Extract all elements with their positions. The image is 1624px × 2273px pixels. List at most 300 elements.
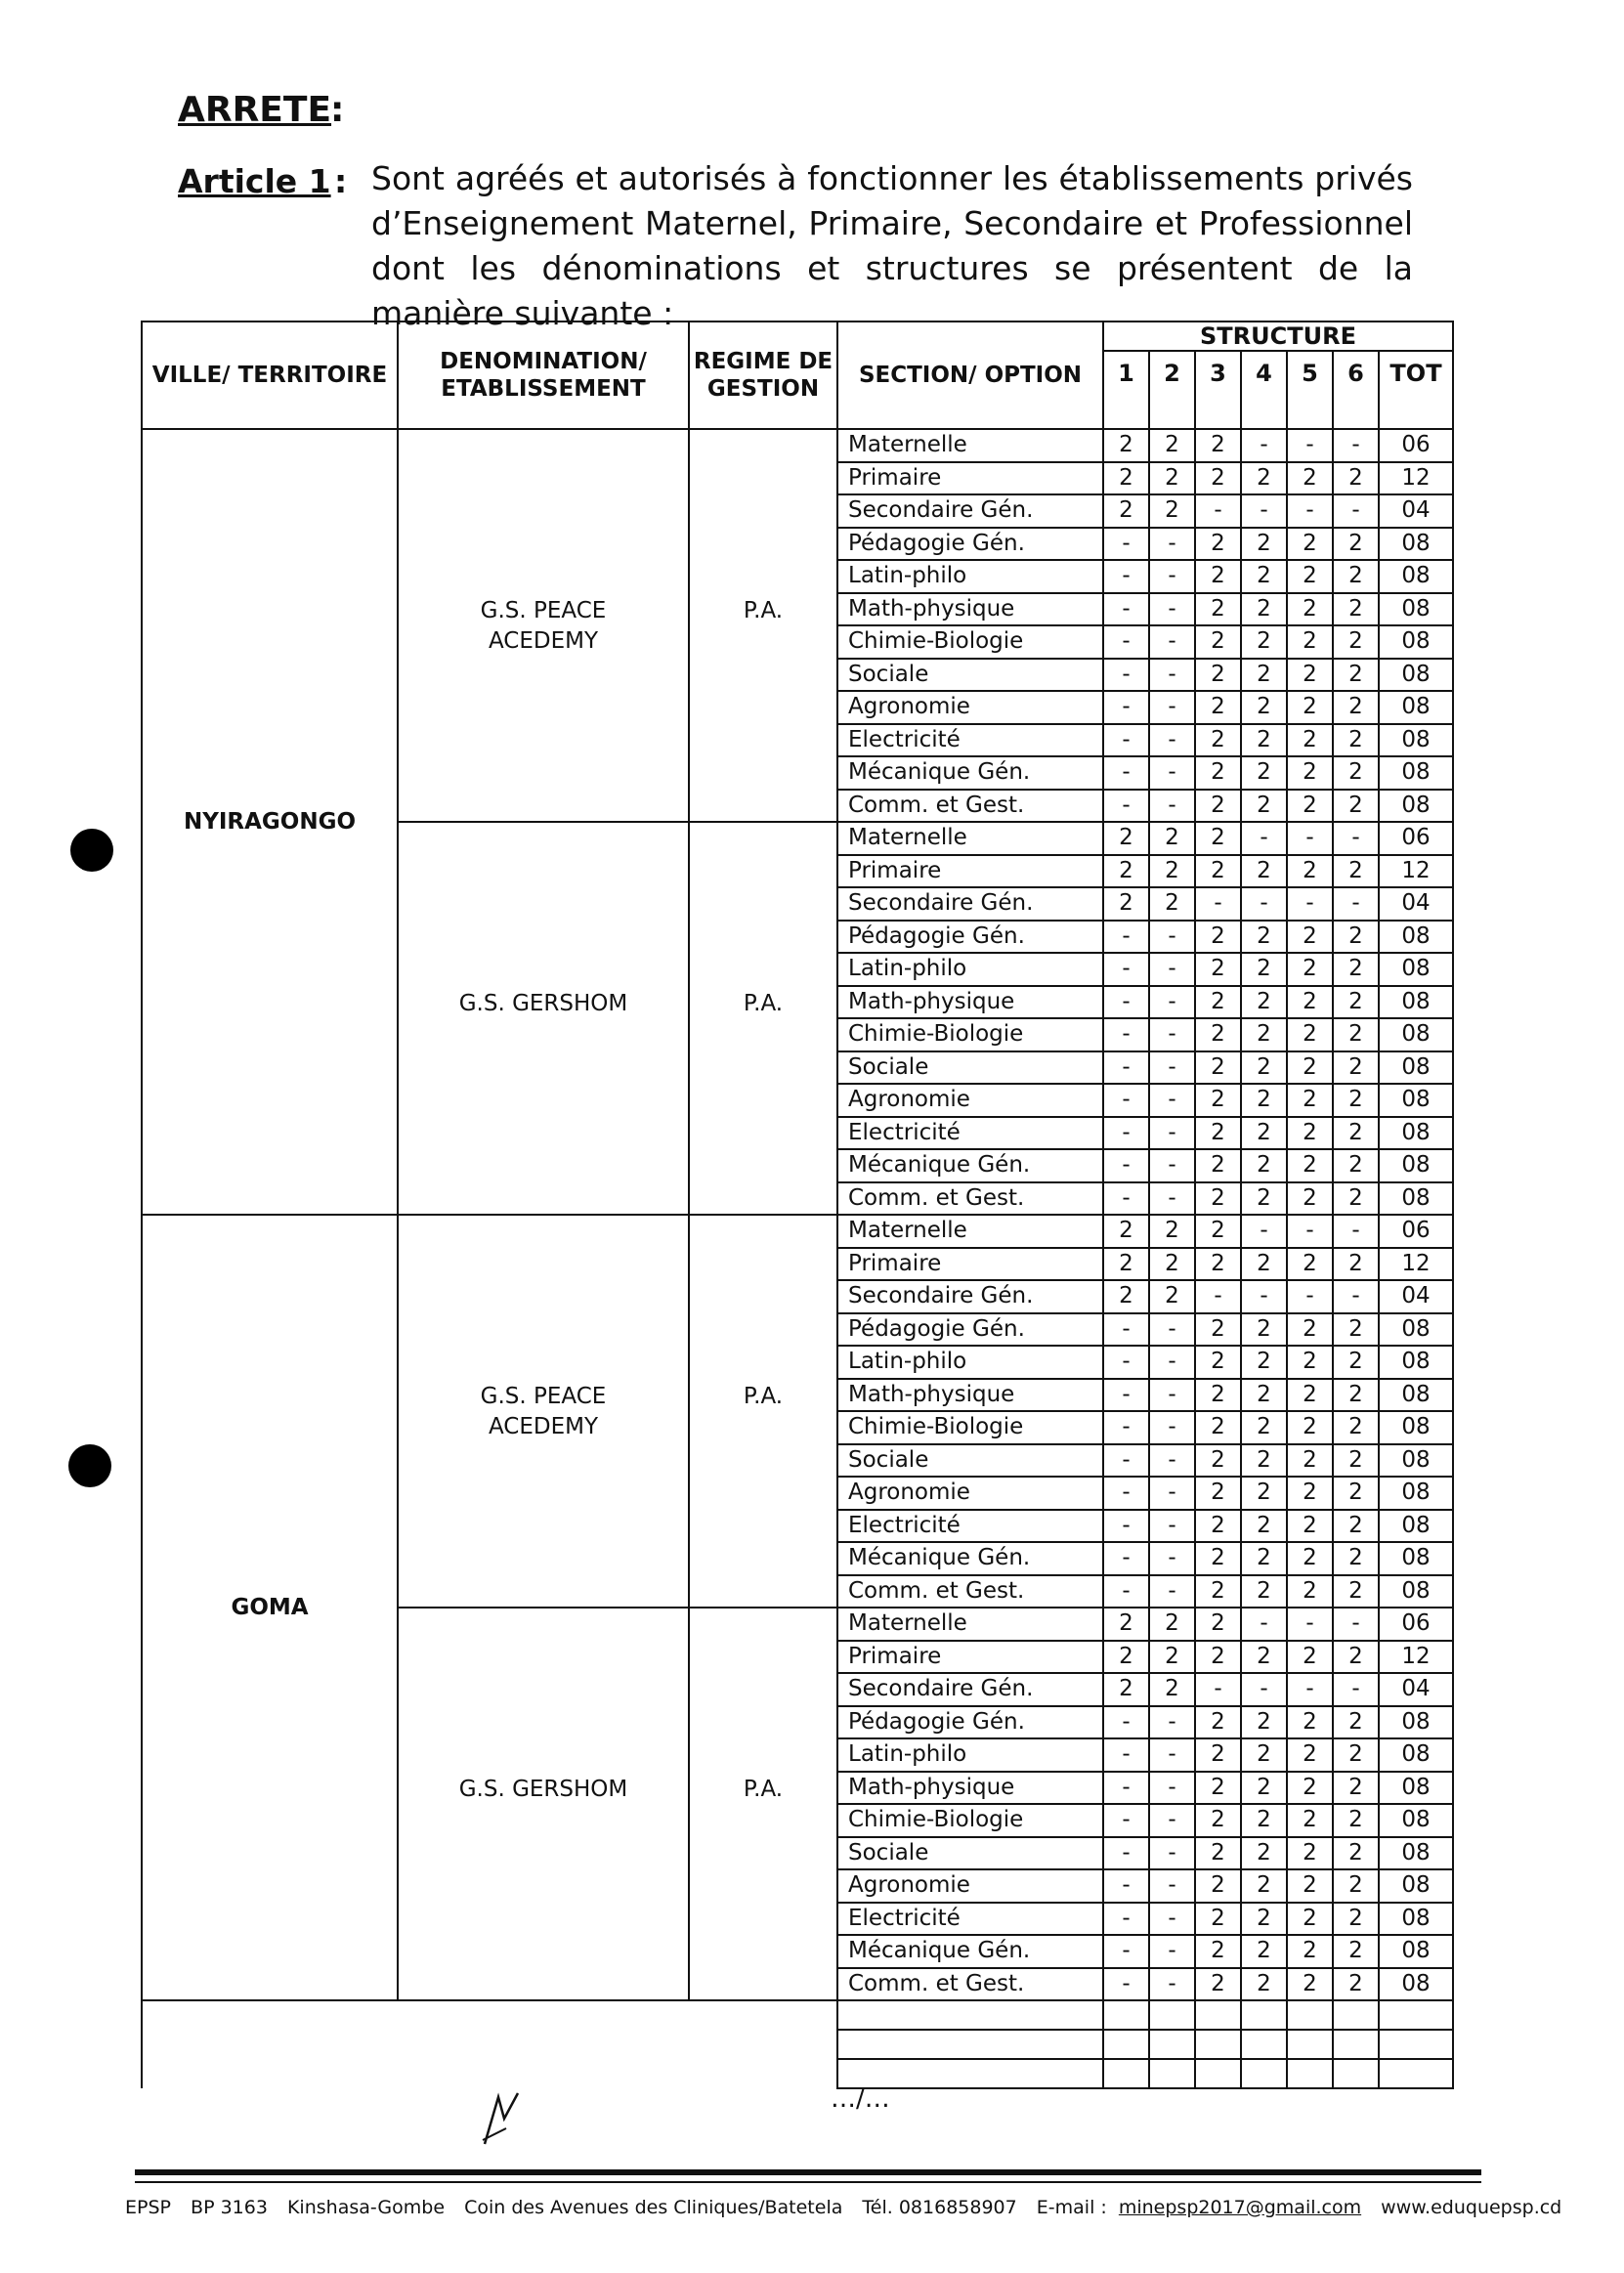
footer-email[interactable]: minepsp2017@gmail.com <box>1118 2197 1362 2218</box>
tot-cell: 08 <box>1379 1313 1453 1347</box>
tot-cell: 06 <box>1379 429 1453 462</box>
level-value-cell: - <box>1149 986 1195 1019</box>
level-value-cell: 2 <box>1333 855 1379 888</box>
level-value-cell: - <box>1149 1084 1195 1117</box>
level-value-cell: 2 <box>1287 1869 1333 1903</box>
header-level-2: 2 <box>1149 351 1195 429</box>
level-value-cell: 2 <box>1195 625 1241 659</box>
level-value-cell: - <box>1103 921 1149 954</box>
level-value-cell: 2 <box>1195 1772 1241 1805</box>
level-value-cell: - <box>1287 887 1333 921</box>
level-value-cell: - <box>1241 1608 1287 1641</box>
tot-cell: 08 <box>1379 1411 1453 1444</box>
footer-city: Kinshasa-Gombe <box>286 2197 446 2218</box>
section-cell: Latin-philo <box>837 1346 1103 1379</box>
level-value-cell: 2 <box>1195 756 1241 790</box>
level-value-cell: - <box>1149 921 1195 954</box>
level-value-cell: 2 <box>1333 1641 1379 1674</box>
empty-cell <box>1103 2000 1149 2030</box>
level-value-cell: 2 <box>1241 953 1287 986</box>
level-value-cell: 2 <box>1195 1935 1241 1968</box>
footer <box>125 2197 1562 2218</box>
level-value-cell: 2 <box>1195 1313 1241 1347</box>
level-value-cell: 2 <box>1195 1477 1241 1510</box>
binder-hole-top <box>70 829 113 872</box>
tot-cell: 12 <box>1379 1641 1453 1674</box>
level-value-cell: - <box>1149 659 1195 692</box>
level-value-cell: 2 <box>1195 1575 1241 1608</box>
header-level-6: 6 <box>1333 351 1379 429</box>
level-value-cell: - <box>1103 1346 1149 1379</box>
empty-cell <box>1333 2000 1379 2030</box>
level-value-cell: 2 <box>1195 1804 1241 1837</box>
level-value-cell: - <box>1149 1444 1195 1478</box>
tot-cell: 08 <box>1379 1444 1453 1478</box>
level-value-cell: 2 <box>1195 1903 1241 1936</box>
level-value-cell: 2 <box>1333 1477 1379 1510</box>
level-value-cell: 2 <box>1287 1968 1333 2001</box>
empty-row <box>142 2059 1453 2088</box>
tot-cell: 08 <box>1379 790 1453 823</box>
level-value-cell: 2 <box>1241 659 1287 692</box>
level-value-cell: - <box>1103 1411 1149 1444</box>
section-cell: Math-physique <box>837 593 1103 626</box>
section-cell: Mécanique Gén. <box>837 1542 1103 1575</box>
tot-cell: 08 <box>1379 953 1453 986</box>
level-value-cell: 2 <box>1241 1738 1287 1772</box>
level-value-cell: 2 <box>1287 921 1333 954</box>
level-value-cell: 2 <box>1241 560 1287 593</box>
level-value-cell: 2 <box>1241 1575 1287 1608</box>
section-cell: Agronomie <box>837 1084 1103 1117</box>
tot-cell: 08 <box>1379 1575 1453 1608</box>
level-value-cell: - <box>1149 1117 1195 1150</box>
tot-cell: 08 <box>1379 1018 1453 1051</box>
blank-left-cell <box>142 2000 837 2030</box>
tot-cell: 08 <box>1379 593 1453 626</box>
level-value-cell: 2 <box>1149 429 1195 462</box>
level-value-cell: 2 <box>1333 953 1379 986</box>
header-level-1: 1 <box>1103 351 1149 429</box>
level-value-cell: 2 <box>1333 1968 1379 2001</box>
section-cell: Electricité <box>837 1510 1103 1543</box>
section-cell: Chimie-Biologie <box>837 1018 1103 1051</box>
level-value-cell: - <box>1103 1935 1149 1968</box>
level-value-cell: 2 <box>1241 1346 1287 1379</box>
level-value-cell: - <box>1333 1280 1379 1313</box>
level-value-cell: - <box>1241 1673 1287 1706</box>
level-value-cell: - <box>1333 887 1379 921</box>
level-value-cell: 2 <box>1333 1706 1379 1739</box>
level-value-cell: 2 <box>1241 1837 1287 1870</box>
level-value-cell: 2 <box>1241 1379 1287 1412</box>
level-value-cell: - <box>1149 593 1195 626</box>
level-value-cell: - <box>1149 1772 1195 1805</box>
tot-cell: 08 <box>1379 1772 1453 1805</box>
level-value-cell: 2 <box>1241 1641 1287 1674</box>
level-value-cell: - <box>1241 1280 1287 1313</box>
section-cell: Maternelle <box>837 1608 1103 1641</box>
signature-mark <box>479 2089 528 2148</box>
level-value-cell: 2 <box>1333 1935 1379 1968</box>
level-value-cell: - <box>1149 1738 1195 1772</box>
level-value-cell: - <box>1103 1706 1149 1739</box>
level-value-cell: 2 <box>1103 1215 1149 1248</box>
level-value-cell: - <box>1103 528 1149 561</box>
empty-cell <box>1149 2059 1195 2088</box>
level-value-cell: - <box>1103 691 1149 724</box>
level-value-cell: - <box>1103 1903 1149 1936</box>
level-value-cell: - <box>1103 593 1149 626</box>
level-value-cell: - <box>1149 1313 1195 1347</box>
section-cell: Electricité <box>837 724 1103 757</box>
header-ville: VILLE/ TERRITOIRE <box>142 322 398 429</box>
section-cell: Sociale <box>837 1444 1103 1478</box>
level-value-cell: - <box>1149 1510 1195 1543</box>
level-value-cell: 2 <box>1287 1510 1333 1543</box>
level-value-cell: 2 <box>1287 953 1333 986</box>
level-value-cell: 2 <box>1241 790 1287 823</box>
header-level-3: 3 <box>1195 351 1241 429</box>
tot-cell: 08 <box>1379 1084 1453 1117</box>
tot-cell: 06 <box>1379 1608 1453 1641</box>
empty-cell <box>1287 2030 1333 2059</box>
empty-cell <box>1195 2030 1241 2059</box>
section-cell: Pédagogie Gén. <box>837 921 1103 954</box>
level-value-cell: - <box>1103 790 1149 823</box>
level-value-cell: 2 <box>1241 462 1287 495</box>
level-value-cell: - <box>1103 1772 1149 1805</box>
tot-cell: 06 <box>1379 822 1453 855</box>
level-value-cell: - <box>1103 1477 1149 1510</box>
level-value-cell: 2 <box>1287 1903 1333 1936</box>
empty-cell <box>1103 2059 1149 2088</box>
level-value-cell: - <box>1103 1869 1149 1903</box>
level-value-cell: 2 <box>1333 1313 1379 1347</box>
empty-cell <box>1195 2059 1241 2088</box>
level-value-cell: - <box>1241 887 1287 921</box>
article-label: Article 1 <box>178 162 331 200</box>
tot-cell: 12 <box>1379 462 1453 495</box>
level-value-cell: 2 <box>1103 1280 1149 1313</box>
level-value-cell: 2 <box>1195 528 1241 561</box>
level-value-cell: 2 <box>1287 855 1333 888</box>
tot-cell: 08 <box>1379 1837 1453 1870</box>
level-value-cell: 2 <box>1103 1248 1149 1281</box>
level-value-cell: 2 <box>1287 1477 1333 1510</box>
etablissement-cell: G.S. GERSHOM <box>398 1608 689 2000</box>
level-value-cell: 2 <box>1241 1444 1287 1478</box>
tot-cell: 08 <box>1379 1869 1453 1903</box>
level-value-cell: - <box>1103 659 1149 692</box>
etablissement-cell: G.S. PEACE ACEDEMY <box>398 429 689 822</box>
level-value-cell: 2 <box>1287 724 1333 757</box>
level-value-cell: - <box>1103 1051 1149 1085</box>
regime-cell: P.A. <box>689 429 837 822</box>
section-cell: Electricité <box>837 1117 1103 1150</box>
level-value-cell: 2 <box>1333 1346 1379 1379</box>
level-value-cell: 2 <box>1195 921 1241 954</box>
level-value-cell: 2 <box>1333 462 1379 495</box>
level-value-cell: - <box>1149 1903 1195 1936</box>
level-value-cell: - <box>1103 625 1149 659</box>
level-value-cell: 2 <box>1195 1869 1241 1903</box>
level-value-cell: 2 <box>1149 887 1195 921</box>
section-cell: Electricité <box>837 1903 1103 1936</box>
level-value-cell: - <box>1149 1706 1195 1739</box>
section-cell: Mécanique Gén. <box>837 756 1103 790</box>
level-value-cell: 2 <box>1287 1051 1333 1085</box>
etablissement-cell: G.S. GERSHOM <box>398 822 689 1215</box>
level-value-cell: 2 <box>1333 756 1379 790</box>
level-value-cell: - <box>1103 1738 1149 1772</box>
level-value-cell: 2 <box>1195 1641 1241 1674</box>
level-value-cell: 2 <box>1195 1968 1241 2001</box>
level-value-cell: 2 <box>1103 1673 1149 1706</box>
level-value-cell: 2 <box>1287 1313 1333 1347</box>
level-value-cell: 2 <box>1241 625 1287 659</box>
level-value-cell: - <box>1103 1182 1149 1216</box>
ville-cell: NYIRAGONGO <box>142 429 398 1215</box>
footer-org: EPSP <box>125 2197 171 2218</box>
tot-cell: 08 <box>1379 1542 1453 1575</box>
level-value-cell: - <box>1149 1968 1195 2001</box>
level-value-cell: 2 <box>1333 1411 1379 1444</box>
empty-cell <box>1333 2030 1379 2059</box>
level-value-cell: 2 <box>1195 1706 1241 1739</box>
level-value-cell: 2 <box>1287 528 1333 561</box>
empty-cell <box>1149 2000 1195 2030</box>
level-value-cell: - <box>1103 1575 1149 1608</box>
article-text: Sont agréés et autorisés à fonctionner les établissements privés d’Enseignement Maternel, Primaire, Secondaire et Professionnel dont les dénominations et structures se présentent de la manière suivante : <box>371 159 1413 332</box>
level-value-cell: 2 <box>1195 1215 1241 1248</box>
structure-table <box>141 321 1454 2089</box>
level-value-cell: 2 <box>1195 1542 1241 1575</box>
level-value-cell: 2 <box>1287 1641 1333 1674</box>
level-value-cell: 2 <box>1103 822 1149 855</box>
section-cell: Comm. et Gest. <box>837 790 1103 823</box>
empty-cell <box>1103 2030 1149 2059</box>
tot-cell: 08 <box>1379 1510 1453 1543</box>
section-cell: Math-physique <box>837 986 1103 1019</box>
level-value-cell: 2 <box>1241 1706 1287 1739</box>
level-value-cell: - <box>1149 724 1195 757</box>
section-cell: Chimie-Biologie <box>837 1411 1103 1444</box>
header-section: SECTION/ OPTION <box>837 322 1103 429</box>
section-cell: Math-physique <box>837 1379 1103 1412</box>
level-value-cell: 2 <box>1241 1804 1287 1837</box>
level-value-cell: - <box>1149 1411 1195 1444</box>
level-value-cell: - <box>1103 724 1149 757</box>
level-value-cell: 2 <box>1287 1248 1333 1281</box>
level-value-cell: 2 <box>1333 1837 1379 1870</box>
level-value-cell: - <box>1103 1804 1149 1837</box>
level-value-cell: - <box>1149 790 1195 823</box>
level-value-cell: 2 <box>1241 1411 1287 1444</box>
level-value-cell: 2 <box>1287 1542 1333 1575</box>
empty-cell <box>1287 2000 1333 2030</box>
level-value-cell: 2 <box>1333 528 1379 561</box>
level-value-cell: 2 <box>1287 1575 1333 1608</box>
level-value-cell: 2 <box>1287 462 1333 495</box>
empty-cell <box>1379 2000 1453 2030</box>
level-value-cell: 2 <box>1195 1182 1241 1216</box>
empty-row <box>142 2030 1453 2059</box>
level-value-cell: 2 <box>1287 1182 1333 1216</box>
level-value-cell: - <box>1287 429 1333 462</box>
level-value-cell: 2 <box>1287 1149 1333 1182</box>
level-value-cell: 2 <box>1333 1018 1379 1051</box>
regime-cell: P.A. <box>689 822 837 1215</box>
level-value-cell: 2 <box>1195 822 1241 855</box>
level-value-cell: - <box>1149 1182 1195 1216</box>
level-value-cell: 2 <box>1287 1411 1333 1444</box>
level-value-cell: - <box>1149 1804 1195 1837</box>
tot-cell: 08 <box>1379 1738 1453 1772</box>
level-value-cell: 2 <box>1149 1641 1195 1674</box>
level-value-cell: - <box>1149 1935 1195 1968</box>
header-tot: TOT <box>1379 351 1453 429</box>
level-value-cell: 2 <box>1149 822 1195 855</box>
level-value-cell: - <box>1103 1149 1149 1182</box>
level-value-cell: - <box>1333 1608 1379 1641</box>
level-value-cell: - <box>1103 1084 1149 1117</box>
level-value-cell: - <box>1103 1117 1149 1150</box>
level-value-cell: 2 <box>1287 986 1333 1019</box>
level-value-cell: 2 <box>1195 1149 1241 1182</box>
level-value-cell: 2 <box>1287 756 1333 790</box>
empty-cell <box>1379 2059 1453 2088</box>
tot-cell: 08 <box>1379 986 1453 1019</box>
level-value-cell: - <box>1287 822 1333 855</box>
level-value-cell: 2 <box>1333 986 1379 1019</box>
etablissement-cell: G.S. PEACE ACEDEMY <box>398 1215 689 1608</box>
level-value-cell: - <box>1333 429 1379 462</box>
footer-rule-thick <box>135 2169 1481 2175</box>
blank-left-cell <box>142 2030 837 2059</box>
level-value-cell: - <box>1333 494 1379 528</box>
level-value-cell: 2 <box>1241 1051 1287 1085</box>
empty-cell <box>837 2000 1103 2030</box>
level-value-cell: - <box>1149 1149 1195 1182</box>
tot-cell: 08 <box>1379 724 1453 757</box>
tot-cell: 06 <box>1379 1215 1453 1248</box>
tot-cell: 12 <box>1379 1248 1453 1281</box>
level-value-cell: - <box>1149 1542 1195 1575</box>
level-value-cell: 2 <box>1241 1510 1287 1543</box>
level-value-cell: 2 <box>1149 855 1195 888</box>
level-value-cell: 2 <box>1195 1738 1241 1772</box>
blank-left-cell <box>142 2059 837 2088</box>
level-value-cell: - <box>1103 953 1149 986</box>
footer-website[interactable]: www.eduquepsp.cd <box>1381 2197 1562 2218</box>
level-value-cell: 2 <box>1241 1018 1287 1051</box>
page-heading: ARRETE <box>178 90 332 130</box>
level-value-cell: 2 <box>1287 1935 1333 1968</box>
level-value-cell: 2 <box>1333 691 1379 724</box>
level-value-cell: 2 <box>1333 790 1379 823</box>
ville-cell: GOMA <box>142 1215 398 2000</box>
level-value-cell: 2 <box>1149 494 1195 528</box>
level-value-cell: 2 <box>1333 1903 1379 1936</box>
empty-cell <box>837 2030 1103 2059</box>
level-value-cell: 2 <box>1195 1018 1241 1051</box>
tot-cell: 08 <box>1379 560 1453 593</box>
level-value-cell: 2 <box>1103 887 1149 921</box>
level-value-cell: - <box>1195 1673 1241 1706</box>
tot-cell: 08 <box>1379 691 1453 724</box>
level-value-cell: - <box>1333 1673 1379 1706</box>
empty-cell <box>1241 2059 1287 2088</box>
level-value-cell: 2 <box>1241 1084 1287 1117</box>
level-value-cell: 2 <box>1287 1444 1333 1478</box>
level-value-cell: 2 <box>1333 724 1379 757</box>
footer-address: Coin des Avenues des Cliniques/Batetela <box>464 2197 843 2218</box>
level-value-cell: 2 <box>1195 1084 1241 1117</box>
level-value-cell: 2 <box>1333 1804 1379 1837</box>
level-value-cell: 2 <box>1241 1935 1287 1968</box>
heading-colon: : <box>330 90 345 130</box>
tot-cell: 08 <box>1379 1477 1453 1510</box>
level-value-cell: 2 <box>1287 593 1333 626</box>
level-value-cell: - <box>1287 1215 1333 1248</box>
level-value-cell: - <box>1103 560 1149 593</box>
level-value-cell: 2 <box>1241 593 1287 626</box>
level-value-cell: 2 <box>1241 1869 1287 1903</box>
level-value-cell: 2 <box>1103 1641 1149 1674</box>
level-value-cell: 2 <box>1195 1837 1241 1870</box>
level-value-cell: 2 <box>1149 1608 1195 1641</box>
tot-cell: 08 <box>1379 1968 1453 2001</box>
level-value-cell: 2 <box>1149 1280 1195 1313</box>
level-value-cell: 2 <box>1195 1117 1241 1150</box>
level-value-cell: 2 <box>1195 953 1241 986</box>
section-cell: Maternelle <box>837 822 1103 855</box>
section-cell: Latin-philo <box>837 953 1103 986</box>
level-value-cell: 2 <box>1195 1051 1241 1085</box>
empty-cell <box>1333 2059 1379 2088</box>
section-cell: Comm. et Gest. <box>837 1182 1103 1216</box>
article-colon: : <box>334 162 348 200</box>
level-value-cell: - <box>1287 494 1333 528</box>
level-value-cell: 2 <box>1241 1772 1287 1805</box>
section-cell: Secondaire Gén. <box>837 1280 1103 1313</box>
level-value-cell: 2 <box>1195 1379 1241 1412</box>
empty-cell <box>1149 2030 1195 2059</box>
tot-cell: 04 <box>1379 1280 1453 1313</box>
tot-cell: 08 <box>1379 921 1453 954</box>
level-value-cell: 2 <box>1149 1673 1195 1706</box>
section-cell: Pédagogie Gén. <box>837 528 1103 561</box>
level-value-cell: - <box>1149 756 1195 790</box>
level-value-cell: - <box>1149 1477 1195 1510</box>
level-value-cell: 2 <box>1287 659 1333 692</box>
regime-cell: P.A. <box>689 1215 837 1608</box>
empty-cell <box>1241 2000 1287 2030</box>
level-value-cell: 2 <box>1287 1346 1333 1379</box>
level-value-cell: - <box>1103 1379 1149 1412</box>
level-value-cell: 2 <box>1195 593 1241 626</box>
tot-cell: 08 <box>1379 1051 1453 1085</box>
level-value-cell: 2 <box>1333 1542 1379 1575</box>
level-value-cell: - <box>1103 986 1149 1019</box>
level-value-cell: 2 <box>1103 1608 1149 1641</box>
level-value-cell: 2 <box>1287 1772 1333 1805</box>
level-value-cell: 2 <box>1333 1084 1379 1117</box>
tot-cell: 08 <box>1379 1182 1453 1216</box>
level-value-cell: 2 <box>1195 1444 1241 1478</box>
section-cell: Mécanique Gén. <box>837 1149 1103 1182</box>
